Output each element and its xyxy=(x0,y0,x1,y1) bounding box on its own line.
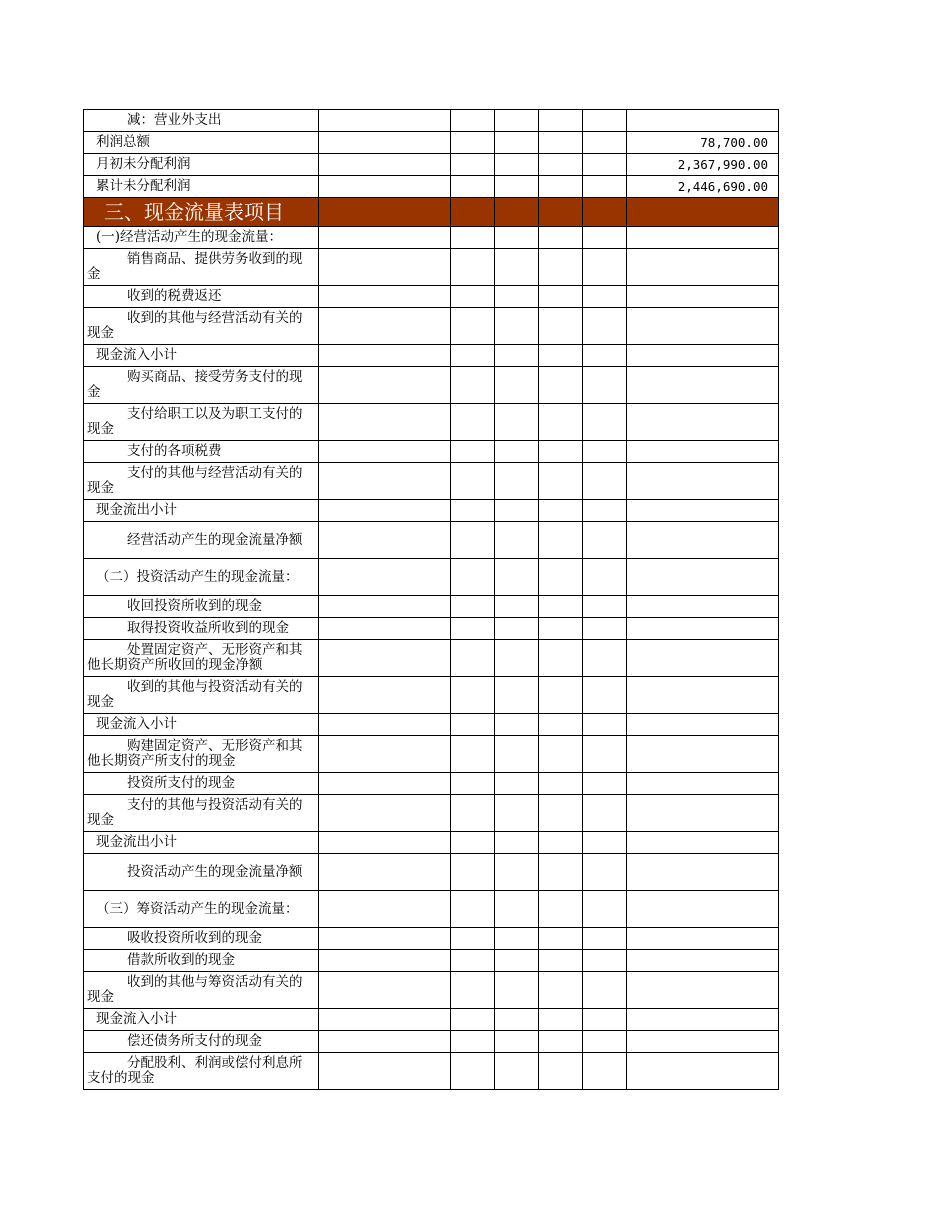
amount-cell[interactable] xyxy=(627,891,779,928)
empty-cell[interactable] xyxy=(319,891,451,928)
empty-cell[interactable] xyxy=(583,677,627,714)
empty-cell[interactable] xyxy=(319,308,451,345)
empty-cell[interactable] xyxy=(495,559,539,596)
empty-cell[interactable] xyxy=(539,891,583,928)
amount-cell[interactable] xyxy=(627,618,779,640)
empty-cell[interactable] xyxy=(583,522,627,559)
empty-cell[interactable] xyxy=(583,832,627,854)
empty-cell[interactable] xyxy=(583,176,627,198)
amount-cell[interactable] xyxy=(627,198,779,227)
table-row xyxy=(84,832,779,854)
empty-cell[interactable] xyxy=(539,522,583,559)
empty-cell[interactable] xyxy=(583,773,627,795)
empty-cell[interactable] xyxy=(495,736,539,773)
table-row xyxy=(84,559,779,596)
row-label[interactable]: 现金流入小计 xyxy=(84,345,319,367)
empty-cell[interactable] xyxy=(539,773,583,795)
table-row xyxy=(84,618,779,640)
amount-cell[interactable] xyxy=(627,596,779,618)
empty-cell[interactable] xyxy=(495,832,539,854)
empty-cell[interactable] xyxy=(583,132,627,154)
amount-cell[interactable] xyxy=(627,1031,779,1053)
amount-cell[interactable] xyxy=(627,773,779,795)
empty-cell[interactable] xyxy=(451,928,495,950)
empty-cell[interactable] xyxy=(319,176,451,198)
empty-cell[interactable] xyxy=(539,154,583,176)
table-row xyxy=(84,596,779,618)
empty-cell[interactable] xyxy=(583,854,627,891)
empty-cell[interactable] xyxy=(583,559,627,596)
empty-cell[interactable] xyxy=(495,154,539,176)
empty-cell[interactable] xyxy=(539,714,583,736)
empty-cell[interactable] xyxy=(451,640,495,677)
table-row xyxy=(84,367,779,404)
empty-cell[interactable] xyxy=(495,854,539,891)
empty-cell[interactable] xyxy=(539,463,583,500)
empty-cell[interactable] xyxy=(451,286,495,308)
empty-cell[interactable] xyxy=(583,795,627,832)
amount-cell[interactable]: 78,700.00 xyxy=(627,132,779,154)
table-row xyxy=(84,227,779,249)
empty-cell[interactable] xyxy=(539,110,583,132)
table-row xyxy=(84,640,779,677)
empty-cell[interactable] xyxy=(495,522,539,559)
table-row xyxy=(84,441,779,463)
empty-cell[interactable] xyxy=(319,640,451,677)
amount-cell[interactable]: 2,446,690.00 xyxy=(627,176,779,198)
amount-cell[interactable]: 2,367,990.00 xyxy=(627,154,779,176)
empty-cell[interactable] xyxy=(451,441,495,463)
row-label[interactable]: 月初未分配利润 xyxy=(84,154,319,176)
empty-cell[interactable] xyxy=(583,345,627,367)
empty-cell[interactable] xyxy=(583,404,627,441)
row-label[interactable]: 现金流入小计 xyxy=(84,1009,319,1031)
amount-cell[interactable] xyxy=(627,950,779,972)
amount-cell[interactable] xyxy=(627,441,779,463)
empty-cell[interactable] xyxy=(495,618,539,640)
table-row xyxy=(84,110,779,132)
empty-cell[interactable] xyxy=(495,714,539,736)
row-label[interactable]: 收到的其他与经营活动有关的现金 xyxy=(84,308,319,345)
empty-cell[interactable] xyxy=(451,345,495,367)
empty-cell[interactable] xyxy=(583,249,627,286)
empty-cell[interactable] xyxy=(539,736,583,773)
row-label[interactable]: 支付给职工以及为职工支付的现金 xyxy=(84,404,319,441)
empty-cell[interactable] xyxy=(495,950,539,972)
empty-cell[interactable] xyxy=(583,972,627,1009)
table-row xyxy=(84,522,779,559)
empty-cell[interactable] xyxy=(539,404,583,441)
row-label[interactable]: 偿还债务所支付的现金 xyxy=(84,1031,319,1053)
empty-cell[interactable] xyxy=(539,345,583,367)
table-row xyxy=(84,345,779,367)
amount-cell[interactable] xyxy=(627,714,779,736)
row-label[interactable]: 现金流入小计 xyxy=(84,714,319,736)
empty-cell[interactable] xyxy=(583,1031,627,1053)
empty-cell[interactable] xyxy=(539,132,583,154)
sheet-body xyxy=(84,110,779,1090)
empty-cell[interactable] xyxy=(539,854,583,891)
empty-cell[interactable] xyxy=(583,950,627,972)
row-label[interactable]: 现金流出小计 xyxy=(84,832,319,854)
empty-cell[interactable] xyxy=(319,618,451,640)
empty-cell[interactable] xyxy=(319,367,451,404)
empty-cell[interactable] xyxy=(539,795,583,832)
empty-cell[interactable] xyxy=(319,345,451,367)
table-row xyxy=(84,972,779,1009)
empty-cell[interactable] xyxy=(319,500,451,522)
table-row xyxy=(84,1053,779,1090)
empty-cell[interactable] xyxy=(539,596,583,618)
table-row xyxy=(84,249,779,286)
empty-cell[interactable] xyxy=(319,736,451,773)
empty-cell[interactable] xyxy=(539,950,583,972)
empty-cell[interactable] xyxy=(539,227,583,249)
empty-cell[interactable] xyxy=(539,640,583,677)
empty-cell[interactable] xyxy=(319,854,451,891)
empty-cell[interactable] xyxy=(451,736,495,773)
empty-cell[interactable] xyxy=(319,832,451,854)
empty-cell[interactable] xyxy=(451,1053,495,1090)
empty-cell[interactable] xyxy=(319,950,451,972)
empty-cell[interactable] xyxy=(583,308,627,345)
table-row xyxy=(84,132,779,154)
row-label[interactable]: 吸收投资所收到的现金 xyxy=(84,928,319,950)
empty-cell[interactable] xyxy=(539,928,583,950)
empty-cell[interactable] xyxy=(583,596,627,618)
amount-cell[interactable] xyxy=(627,795,779,832)
table-row xyxy=(84,714,779,736)
empty-cell[interactable] xyxy=(539,367,583,404)
empty-cell[interactable] xyxy=(583,198,627,227)
row-label[interactable]: 购建固定资产、无形资产和其他长期资产所支付的现金 xyxy=(84,736,319,773)
empty-cell[interactable] xyxy=(451,596,495,618)
empty-cell[interactable] xyxy=(495,367,539,404)
row-label[interactable]: (一)经营活动产生的现金流量： xyxy=(84,227,319,249)
empty-cell[interactable] xyxy=(583,286,627,308)
empty-cell[interactable] xyxy=(583,928,627,950)
empty-cell[interactable] xyxy=(583,227,627,249)
empty-cell[interactable] xyxy=(495,1031,539,1053)
table-row xyxy=(84,736,779,773)
amount-cell[interactable] xyxy=(627,522,779,559)
empty-cell[interactable] xyxy=(451,714,495,736)
empty-cell[interactable] xyxy=(451,367,495,404)
table-row xyxy=(84,1009,779,1031)
table-row xyxy=(84,286,779,308)
empty-cell[interactable] xyxy=(451,176,495,198)
table-row xyxy=(84,500,779,522)
empty-cell[interactable] xyxy=(451,1009,495,1031)
empty-cell[interactable] xyxy=(583,500,627,522)
row-label[interactable]: 购买商品、接受劳务支付的现金 xyxy=(84,367,319,404)
empty-cell[interactable] xyxy=(319,677,451,714)
table-row xyxy=(84,308,779,345)
row-label[interactable]: （二）投资活动产生的现金流量： xyxy=(84,559,319,596)
empty-cell[interactable] xyxy=(495,249,539,286)
empty-cell[interactable] xyxy=(451,795,495,832)
empty-cell[interactable] xyxy=(495,1009,539,1031)
empty-cell[interactable] xyxy=(539,559,583,596)
amount-cell[interactable] xyxy=(627,832,779,854)
empty-cell[interactable] xyxy=(495,928,539,950)
empty-cell[interactable] xyxy=(495,286,539,308)
amount-cell[interactable] xyxy=(627,249,779,286)
table-row xyxy=(84,176,779,198)
empty-cell[interactable] xyxy=(583,736,627,773)
empty-cell[interactable] xyxy=(583,714,627,736)
empty-cell[interactable] xyxy=(583,640,627,677)
row-label[interactable]: 收到的其他与筹资活动有关的现金 xyxy=(84,972,319,1009)
empty-cell[interactable] xyxy=(539,1053,583,1090)
row-label[interactable]: 借款所收到的现金 xyxy=(84,950,319,972)
empty-cell[interactable] xyxy=(451,198,495,227)
table-row xyxy=(84,463,779,500)
row-label[interactable]: 利润总额 xyxy=(84,132,319,154)
amount-cell[interactable] xyxy=(627,367,779,404)
empty-cell[interactable] xyxy=(451,132,495,154)
row-label[interactable]: 支付的其他与经营活动有关的现金 xyxy=(84,463,319,500)
empty-cell[interactable] xyxy=(539,832,583,854)
empty-cell[interactable] xyxy=(495,132,539,154)
section-header-row xyxy=(84,198,779,227)
amount-cell[interactable] xyxy=(627,110,779,132)
empty-cell[interactable] xyxy=(495,596,539,618)
cash-flow-sheet xyxy=(83,109,779,1090)
table-row xyxy=(84,154,779,176)
empty-cell[interactable] xyxy=(495,891,539,928)
empty-cell[interactable] xyxy=(495,404,539,441)
empty-cell[interactable] xyxy=(451,559,495,596)
empty-cell[interactable] xyxy=(451,463,495,500)
empty-cell[interactable] xyxy=(495,176,539,198)
empty-cell[interactable] xyxy=(319,1031,451,1053)
empty-cell[interactable] xyxy=(539,308,583,345)
amount-cell[interactable] xyxy=(627,1053,779,1090)
row-label[interactable]: 取得投资收益所收到的现金 xyxy=(84,618,319,640)
empty-cell[interactable] xyxy=(583,618,627,640)
row-label[interactable]: 三、现金流量表项目 xyxy=(84,198,319,227)
table-row xyxy=(84,854,779,891)
empty-cell[interactable] xyxy=(495,463,539,500)
empty-cell[interactable] xyxy=(539,249,583,286)
table-row xyxy=(84,1031,779,1053)
row-label[interactable]: 支付的其他与投资活动有关的现金 xyxy=(84,795,319,832)
amount-cell[interactable] xyxy=(627,463,779,500)
row-label[interactable]: 收到的税费返还 xyxy=(84,286,319,308)
row-label[interactable]: 投资活动产生的现金流量净额 xyxy=(84,854,319,891)
empty-cell[interactable] xyxy=(451,854,495,891)
empty-cell[interactable] xyxy=(495,227,539,249)
table-row xyxy=(84,677,779,714)
empty-cell[interactable] xyxy=(539,1009,583,1031)
row-label[interactable]: 累计未分配利润 xyxy=(84,176,319,198)
table-row xyxy=(84,891,779,928)
row-label[interactable]: 现金流出小计 xyxy=(84,500,319,522)
empty-cell[interactable] xyxy=(319,714,451,736)
table-row xyxy=(84,773,779,795)
amount-cell[interactable] xyxy=(627,972,779,1009)
empty-cell[interactable] xyxy=(319,596,451,618)
empty-cell[interactable] xyxy=(583,1009,627,1031)
empty-cell[interactable] xyxy=(495,677,539,714)
amount-cell[interactable] xyxy=(627,854,779,891)
row-label[interactable]: 销售商品、提供劳务收到的现金 xyxy=(84,249,319,286)
row-label[interactable]: 收回投资所收到的现金 xyxy=(84,596,319,618)
row-label[interactable]: 分配股利、利润或偿付利息所支付的现金 xyxy=(84,1053,319,1090)
empty-cell[interactable] xyxy=(495,345,539,367)
empty-cell[interactable] xyxy=(319,972,451,1009)
empty-cell[interactable] xyxy=(451,677,495,714)
empty-cell[interactable] xyxy=(495,1053,539,1090)
row-label[interactable]: 投资所支付的现金 xyxy=(84,773,319,795)
empty-cell[interactable] xyxy=(583,441,627,463)
empty-cell[interactable] xyxy=(495,795,539,832)
empty-cell[interactable] xyxy=(495,110,539,132)
empty-cell[interactable] xyxy=(451,308,495,345)
empty-cell[interactable] xyxy=(319,227,451,249)
empty-cell[interactable] xyxy=(319,441,451,463)
empty-cell[interactable] xyxy=(319,522,451,559)
empty-cell[interactable] xyxy=(451,832,495,854)
amount-cell[interactable] xyxy=(627,286,779,308)
table-row xyxy=(84,928,779,950)
amount-cell[interactable] xyxy=(627,500,779,522)
empty-cell[interactable] xyxy=(539,972,583,1009)
amount-cell[interactable] xyxy=(627,404,779,441)
empty-cell[interactable] xyxy=(539,618,583,640)
empty-cell[interactable] xyxy=(319,286,451,308)
row-label[interactable]: 处置固定资产、无形资产和其他长期资产所收回的现金净额 xyxy=(84,640,319,677)
empty-cell[interactable] xyxy=(539,176,583,198)
amount-cell[interactable] xyxy=(627,227,779,249)
empty-cell[interactable] xyxy=(451,972,495,1009)
empty-cell[interactable] xyxy=(495,441,539,463)
empty-cell[interactable] xyxy=(451,950,495,972)
empty-cell[interactable] xyxy=(319,928,451,950)
empty-cell[interactable] xyxy=(495,640,539,677)
empty-cell[interactable] xyxy=(583,110,627,132)
empty-cell[interactable] xyxy=(583,891,627,928)
amount-cell[interactable] xyxy=(627,308,779,345)
empty-cell[interactable] xyxy=(539,1031,583,1053)
empty-cell[interactable] xyxy=(539,198,583,227)
empty-cell[interactable] xyxy=(451,249,495,286)
empty-cell[interactable] xyxy=(495,308,539,345)
empty-cell[interactable] xyxy=(451,110,495,132)
empty-cell[interactable] xyxy=(451,773,495,795)
table-row xyxy=(84,950,779,972)
empty-cell[interactable] xyxy=(319,132,451,154)
empty-cell[interactable] xyxy=(451,618,495,640)
empty-cell[interactable] xyxy=(539,500,583,522)
empty-cell[interactable] xyxy=(319,110,451,132)
empty-cell[interactable] xyxy=(451,154,495,176)
table-row xyxy=(84,795,779,832)
table-row xyxy=(84,404,779,441)
empty-cell[interactable] xyxy=(495,773,539,795)
empty-cell[interactable] xyxy=(495,198,539,227)
empty-cell[interactable] xyxy=(451,891,495,928)
row-label[interactable]: （三）筹资活动产生的现金流量： xyxy=(84,891,319,928)
amount-cell[interactable] xyxy=(627,559,779,596)
amount-cell[interactable] xyxy=(627,928,779,950)
empty-cell[interactable] xyxy=(319,1053,451,1090)
empty-cell[interactable] xyxy=(583,367,627,404)
empty-cell[interactable] xyxy=(319,154,451,176)
empty-cell[interactable] xyxy=(539,441,583,463)
amount-cell[interactable] xyxy=(627,736,779,773)
empty-cell[interactable] xyxy=(539,677,583,714)
empty-cell[interactable] xyxy=(495,500,539,522)
empty-cell[interactable] xyxy=(319,773,451,795)
empty-cell[interactable] xyxy=(319,249,451,286)
empty-cell[interactable] xyxy=(495,972,539,1009)
empty-cell[interactable] xyxy=(319,463,451,500)
row-label[interactable]: 支付的各项税费 xyxy=(84,441,319,463)
empty-cell[interactable] xyxy=(319,795,451,832)
empty-cell[interactable] xyxy=(451,522,495,559)
row-label[interactable]: 经营活动产生的现金流量净额 xyxy=(84,522,319,559)
empty-cell[interactable] xyxy=(583,1053,627,1090)
amount-cell[interactable] xyxy=(627,640,779,677)
empty-cell[interactable] xyxy=(319,559,451,596)
empty-cell[interactable] xyxy=(319,404,451,441)
row-label[interactable]: 收到的其他与投资活动有关的现金 xyxy=(84,677,319,714)
empty-cell[interactable] xyxy=(583,154,627,176)
empty-cell[interactable] xyxy=(451,227,495,249)
empty-cell[interactable] xyxy=(451,1031,495,1053)
amount-cell[interactable] xyxy=(627,345,779,367)
amount-cell[interactable] xyxy=(627,677,779,714)
empty-cell[interactable] xyxy=(451,404,495,441)
empty-cell[interactable] xyxy=(539,286,583,308)
empty-cell[interactable] xyxy=(583,463,627,500)
amount-cell[interactable] xyxy=(627,1009,779,1031)
empty-cell[interactable] xyxy=(451,500,495,522)
empty-cell[interactable] xyxy=(319,1009,451,1031)
row-label[interactable]: 减：营业外支出 xyxy=(84,110,319,132)
empty-cell[interactable] xyxy=(319,198,451,227)
